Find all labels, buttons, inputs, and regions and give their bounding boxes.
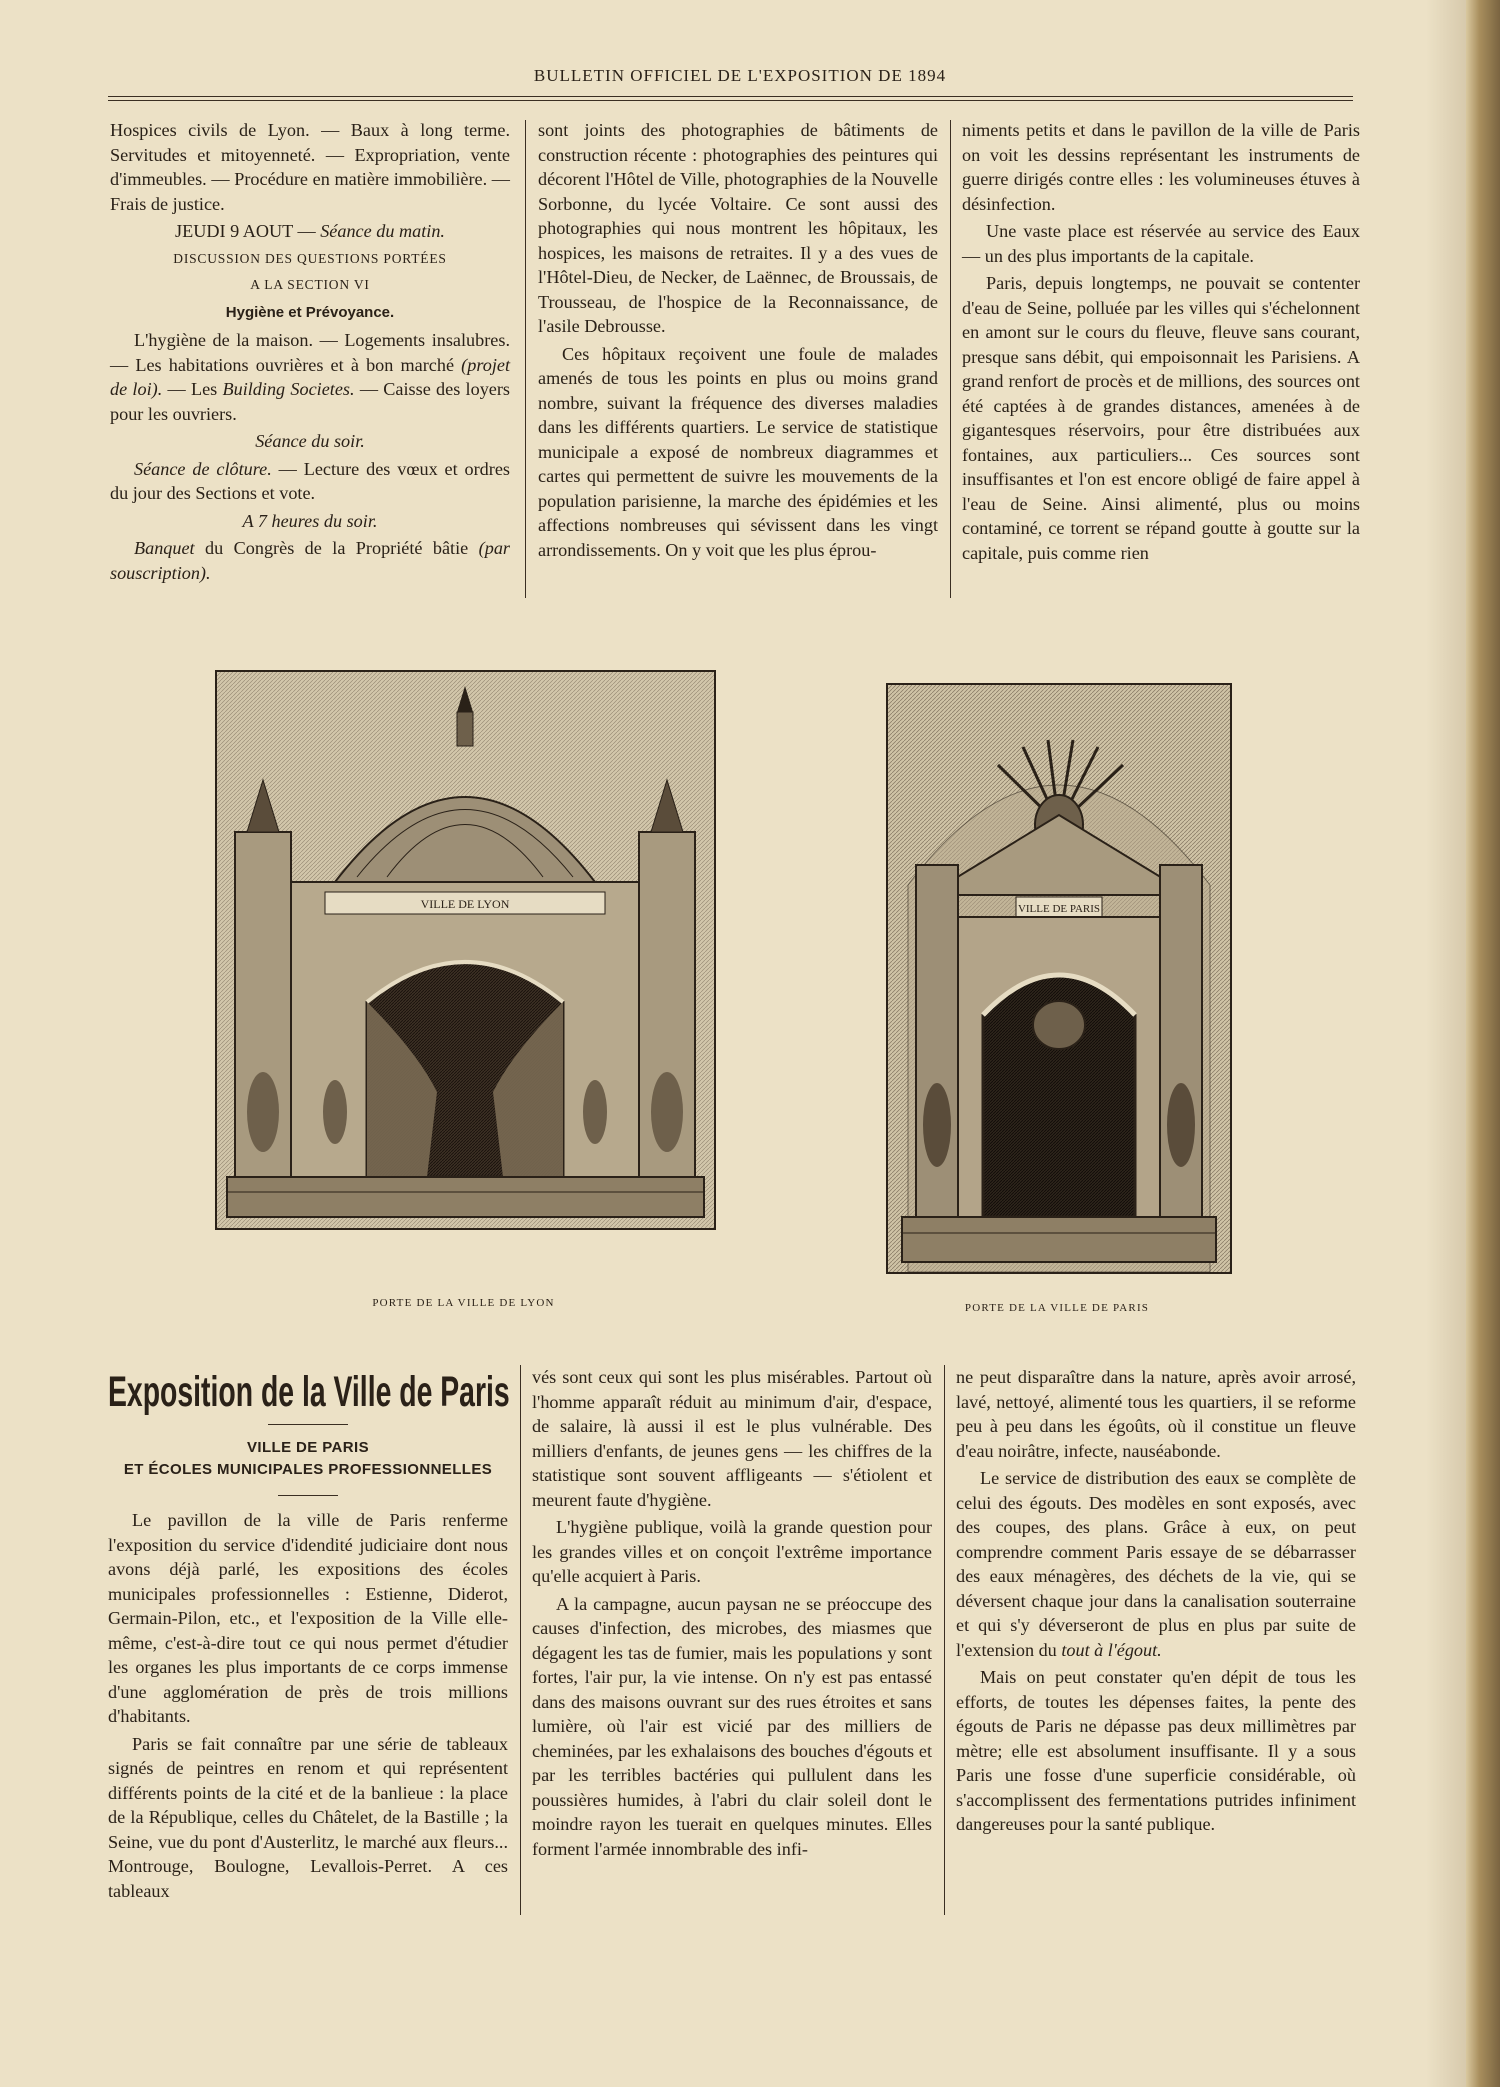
hygiene-text-a: L'hygiène de la maison. — Logements insalubres. — Les habitations ouvrières et à bon marché [110,330,510,375]
lyon-gate-illustration [217,672,714,1228]
column-rule [520,1365,521,1915]
top-col3-paragraph-1: niments petits et dans le pavillon de la ville de Paris on voit les dessins représentant les instruments de guerre dirigés contre elles : les volumineuses étuves à désinfection. [962,120,1360,214]
closing-text-b: — Lecture des vœux et ordres du jour des Sections et vote. [110,458,510,503]
evening-text: Séance du soir. [255,431,365,451]
col3-p2-italic: tout à l'égout. [1061,1639,1162,1660]
header-rule-double [108,100,1353,101]
article-subtitle-1: VILLE DE PARIS [246,1439,369,1456]
article-subtitle-2: ET ÉCOLES MUNICIPALES PROFESSIONNELLES [123,1461,493,1478]
article-col3-paragraph-1: ne peut disparaître dans la nature, après avoir arrosé, lavé, nettoyé, alimenté tous les quartiers, il se reforme peu à peu dans les égoûts, où il constitue un fleuve d'eau noirâtre, infecte, nauséabonde. [956,1367,1356,1461]
article-column-3 [956,1365,1356,1840]
column-rule [944,1365,945,1915]
article-col1-paragraph-1: Le pavillon de la ville de Paris renferme l'exposition du service d'idendité judiciaire dont nous avons déjà parlé, les expositions des écoles municipales professionnelles : Estienne, Diderot, Germain-Pilon, etc., et l'exposition de la Ville elle-même, c'est-à-dire tout ce qui nous permet d'étudier les organes les plus importants de ce corps immense d'une agglomération de près de trois millions d'habitants. [108,1510,508,1726]
seven-text: A 7 heures du soir. [242,510,378,531]
top-col2-paragraph-2: Ces hôpitaux reçoivent une foule de malades amenés de tous les points en plus ou moins grand nombre, suivant la fréquence des diverses maladies dans les différents quartiers. Le service de statistique municipale a exposé de nombreux diagrammes et cartes qui permettent de suivre les mouvements de la population parisienne, la marche des épidémies et les affections nombreuses qui sévissent dans les vingt arrondissements. On y voit que les plus éprou- [538,343,938,560]
hygiene-text-c: — Les [162,379,223,399]
banquet-paragraph [110,536,510,585]
closing-text-a: Séance de clôture. [134,458,272,479]
article-title: Exposition de la Ville de Paris [108,1368,510,1416]
article-col2-paragraph-3: A la campagne, aucun paysan ne se préoccupe des causes d'infection, des microbes, des miasmes que dégagent les tas de fumier, mais les populations y sont fortes, l'air pur, la vie intense. On n'y est pas entassé dans des maisons ouvrant sur des rues étroites et sans lumière, où l'air est vicié par des milliers de cheminées, par les exhalaisons des bouches d'égouts et par les terribles bactéries qui pullulent dans les poussières humides, à l'abri du clair soleil dont le moindre rayon les tuerait en quelques minutes. Elles forment l'armée innombrable des infi- [532,1593,932,1859]
banquet-text-a: Banquet [134,538,195,558]
paris-inscription: VILLE DE PARIS [1017,903,1101,915]
article-column-2 [532,1365,932,1864]
day-label: JEUDI 9 AOUT — [175,221,316,241]
article-col3-paragraph-2 [956,1466,1356,1662]
page-edge [1466,0,1500,2087]
article-col1-paragraph-2: Paris se fait connaître par une série de tableaux signés de peintres en renom et qui représentent différents points de la cité et de la banlieue : la place de la République, celles du Châtelet, de la Bastille ; la Seine, vue du pont d'Austerlitz, le marché aux fleurs... Montrouge, Boulogne, Levallois-Perret. A ces tableaux [108,1733,508,1901]
caption-porte-paris: PORTE DE LA VILLE DE PARIS [964,1302,1150,1314]
seven-oclock [110,509,510,534]
top-column-3 [962,118,1360,568]
banquet-text-b: du Congrès de la Propriété bâtie [194,538,479,558]
hygiene-text-e: — Caisse des loyers pour les ouvriers. [110,379,510,424]
top-col3-paragraph-3: Paris, depuis longtemps, ne pouvait se contenter d'eau de Seine, polluée par les villes qui s'échelonnent en amont sur le cours du fleuve, fleuve sans courant, presque sans débit, qui empoisonnait les Parisiens. A grand renfort de procès et de millions, des sources ont été captées à de grandes distances, amenées à de gigantesques réservoirs, pour être distribuées aux fontaines, aux particuliers... Ces sources sont insuffisantes et l'on est encore obligé de faire appel à l'eau de Seine. Ainsi alimenté, plus ou moins contaminé, ce torrent se répand goutte à goutte sur la capitale, puis comme rien [962,273,1360,563]
engraving-porte-paris [886,683,1232,1274]
top-column-2 [538,118,938,565]
top-column-1 [110,118,510,588]
paris-gate-illustration [888,685,1230,1272]
title-rule [268,1424,348,1425]
column-rule [525,120,526,598]
evening-session [110,429,510,454]
page-shadow [1426,0,1466,2087]
article-col2-paragraph-1: vés sont ceux qui sont les plus misérables. Partout où l'homme apparaît réduit au minimum d'air, d'espace, de salaire, là aussi il est le plus vulnérable. Des milliers d'enfants, de jeunes gens — les chiffres de la statistique sont souvent affligeants — s'étiolent et meurent faute d'hygiène. [532,1367,932,1510]
column-rule [950,120,951,598]
caption-porte-lyon: PORTE DE LA VILLE DE LYON [372,1297,555,1309]
session-line [110,219,510,244]
subtitle-rule [278,1495,338,1496]
top-col2-paragraph-1: sont joints des photographies de bâtiments de construction récente : photographies des peintures qui décorent l'Hôtel de Ville, photographies de la Nouvelle Sorbonne, du lycée Voltaire. Ce sont aussi des photographies qui nous montrent les hôpitaux, les hospices, les maisons de retraites. Il y a des vues de l'Hôtel-Dieu, de Necker, de Laënnec, de Broussais, de Trousseau, de l'hospice de la Reconnaissance, de l'asile Debrousse. [538,120,938,336]
banquet-text-c: (par souscription). [110,538,510,583]
article-column-1 [108,1360,508,1906]
article-col2-paragraph-2: L'hygiène publique, voilà la grande question pour les grandes villes et on conçoit l'extrême importance qu'elle acquiert à Paris. [532,1517,932,1586]
col3-p2-text: Le service de distribution des eaux se complète de celui des égouts. Des modèles en sont exposés, avec des coupes, des plans. Grâce à eux, on peut comprendre comment Paris essaye de se débarrasser des eaux ménagères, des déchets de la vie, qui se déversent chaque jour dans la canalisation souterraine et qui s'y déverseront de plus en plus par suite de l'extension du [956,1468,1356,1660]
hygiene-text-d: Building Societes. [222,379,355,399]
hygiene-text-b: (projet de loi). [110,354,510,399]
closing-paragraph [110,457,510,506]
article-col3-paragraph-3: Mais on peut constater qu'en dépit de tous les efforts, de toutes les dépenses faites, la pente des égouts de Paris ne dépasse pas deux millimètres par mètre; elle est absolument insuffisante. Il y a sous Paris une fosse d'une superficie considérable, où s'accomplissent des fermentations putrides infiniment dangereuses pour la santé publique. [956,1667,1356,1834]
running-head: BULLETIN OFFICIEL DE L'EXPOSITION DE 1894 [533,66,947,85]
top-col3-paragraph-2: Une vaste place est réservée au service des Eaux — un des plus importants de la capitale. [962,221,1360,266]
top-col1-intro: Hospices civils de Lyon. — Baux à long terme. Servitudes et mitoyenneté. — Expropriation, vente d'immeubles. — Procédure en matière immobilière. — Frais de justice. [110,120,510,214]
discussion-line-2: A LA SECTION VI [250,277,370,292]
engraving-porte-lyon [215,670,716,1230]
day-session: Séance du matin. [320,221,445,241]
header-rule [108,96,1353,97]
discussion-line-1: DISCUSSION DES QUESTIONS PORTÉES [173,250,447,266]
lyon-inscription: VILLE DE LYON [420,897,510,911]
hygiene-paragraph [110,328,510,426]
section-heading: Hygiène et Prévoyance. [225,303,395,321]
